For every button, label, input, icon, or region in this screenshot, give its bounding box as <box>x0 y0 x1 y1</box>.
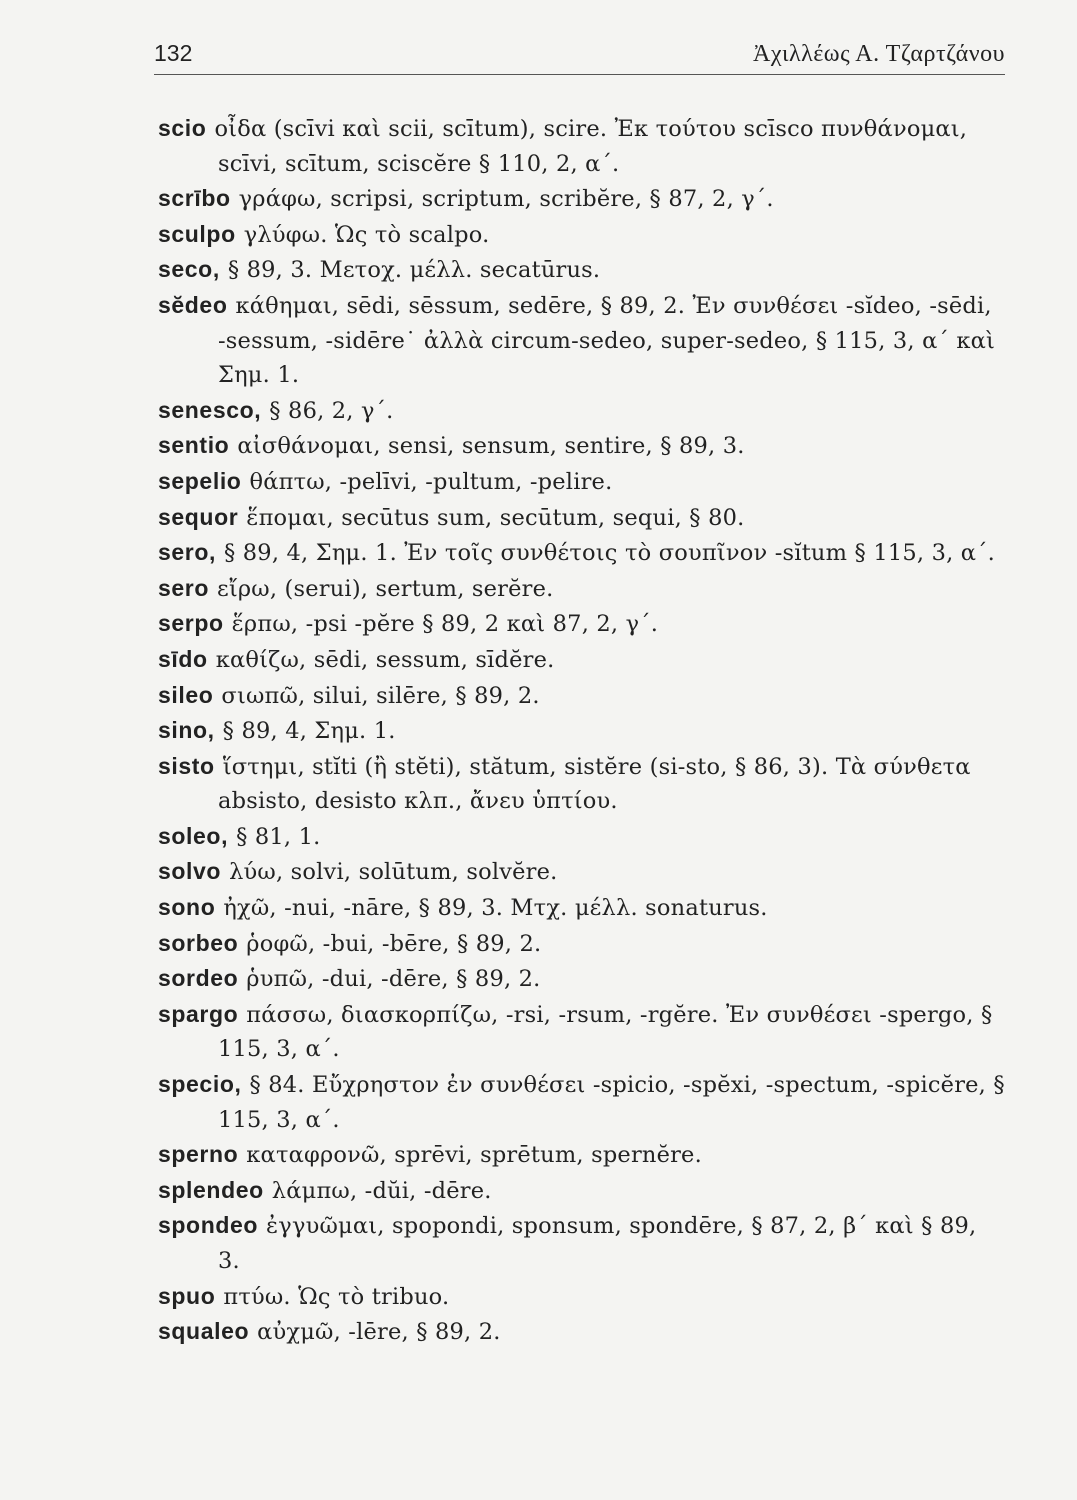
entry-definition: ῥοφῶ, -bui, -bēre, § 89, 2. <box>246 930 542 957</box>
dictionary-entry <box>158 1208 1005 1278</box>
entry-definition: ἕπομαι, secūtus sum, secūtum, sequi, § 80. <box>246 504 745 531</box>
entry-headword: scrībo <box>158 185 231 212</box>
entry-headword: sino, <box>158 717 215 744</box>
entry-definition: ῥυπῶ, -dui, -dēre, § 89, 2. <box>246 966 541 993</box>
dictionary-entry <box>158 288 1005 393</box>
entry-definition: ἕρπω, -psi -pĕre § 89, 2 καὶ 87, 2, γ΄. <box>231 611 659 638</box>
dictionary-entry <box>158 1067 1005 1137</box>
dictionary-entry <box>158 111 1005 181</box>
entry-headword: spondeo <box>158 1212 259 1239</box>
entry-headword: sequor <box>158 503 239 530</box>
entry-definition: § 86, 2, γ΄. <box>269 397 394 424</box>
entry-headword: sperno <box>158 1141 239 1168</box>
entry-definition: εἴρω, (serui), sertum, serĕre. <box>216 575 554 602</box>
dictionary-entry <box>158 500 1005 536</box>
dictionary-entry <box>158 961 1005 997</box>
entry-definition: πτύω. Ὡς τὸ tribuo. <box>223 1283 450 1310</box>
dictionary-entry <box>158 926 1005 962</box>
dictionary-entry <box>158 1173 1005 1209</box>
entry-headword: senesco, <box>158 396 262 423</box>
entry-headword: seco, <box>158 256 220 283</box>
entry-definition: καταφρονῶ, sprēvi, sprētum, spernĕre. <box>246 1142 702 1169</box>
entry-definition: αἰσθάνομαι, sensi, sensum, sentire, § 89, 3. <box>237 433 745 460</box>
entry-definition: ἐγγυῶμαι, spopondi, sponsum, spondēre, § 87, 2, β΄ καὶ § 89, 3. <box>218 1213 977 1274</box>
entry-definition: οἶδα (scīvi καὶ scii, scītum), scire. Ἐκ τούτου scīsco πυνθάνομαι, scīvi, scītum, sciscĕre § 110, 2, α΄. <box>214 116 968 177</box>
dictionary-entry <box>158 819 1005 855</box>
dictionary-entry <box>158 393 1005 429</box>
dictionary-entry <box>158 1279 1005 1315</box>
entry-definition: πάσσω, διασκορπίζω, -rsi, -rsum, -rgĕre. Ἐν συνθέσει -spergo, § 115, 3, α΄. <box>218 1001 993 1063</box>
entry-definition: καθίζω, sēdi, sessum, sīdĕre. <box>215 646 555 673</box>
dictionary-entries <box>158 111 1005 1350</box>
entry-headword: sero, <box>158 539 216 566</box>
entry-definition: αὐχμῶ, -lēre, § 89, 2. <box>257 1319 501 1346</box>
entry-definition: γλύφω. Ὡς τὸ scalpo. <box>243 221 490 248</box>
running-title: Ἀχιλλέως Α. Τζαρτζάνου <box>753 41 1005 67</box>
entry-headword: scio <box>158 115 207 141</box>
dictionary-entry <box>158 678 1005 714</box>
page-header <box>154 40 1005 75</box>
entry-headword: spuo <box>158 1282 216 1309</box>
entry-definition: κάθημαι, sēdi, sēssum, sedēre, § 89, 2. Ἐν συνθέσει -sĭdeo, -sēdi, -sessum, -sidēre˙ ἀλλὰ circum-sedeo, super-sedeo, § 115, 3, α΄ καὶ Σημ. 1. <box>218 292 995 389</box>
entry-definition: σιωπῶ, silui, silēre, § 89, 2. <box>221 682 540 709</box>
entry-headword: sero <box>158 574 209 601</box>
entry-headword: sono <box>158 894 216 921</box>
entry-definition: γράφω, scripsi, scriptum, scribĕre, § 87, 2, γ΄. <box>238 186 774 213</box>
entry-headword: sepelio <box>158 467 242 494</box>
dictionary-entry <box>158 642 1005 678</box>
dictionary-entry <box>158 252 1005 288</box>
entry-definition: § 89, 3. Μετοχ. μέλλ. secatūrus. <box>227 257 601 284</box>
entry-definition: ἵστημι, stĭti (ἢ stĕti), stătum, sistĕre (si-sto, § 86, 3). Τὰ σύνθετα absisto, desisto κλπ., ἄνευ ὑπτίου. <box>218 753 971 815</box>
entry-definition: λάμπω, -dŭi, -dēre. <box>271 1177 492 1204</box>
entry-headword: squaleo <box>158 1318 250 1345</box>
dictionary-entry <box>158 181 1005 217</box>
dictionary-entry <box>158 890 1005 926</box>
dictionary-entry <box>158 464 1005 500</box>
entry-definition: § 89, 4, Σημ. 1. Ἐν τοῖς συνθέτοις τὸ σουπῖνον -sĭtum § 115, 3, α΄. <box>223 540 995 567</box>
entry-headword: sīdo <box>158 645 208 672</box>
entry-definition: ἠχῶ, -nui, -nāre, § 89, 3. Μτχ. μέλλ. sonaturus. <box>223 895 768 922</box>
page-number: 132 <box>154 40 193 66</box>
entry-headword: serpo <box>158 610 224 637</box>
dictionary-entry <box>158 713 1005 749</box>
entry-headword: sileo <box>158 681 214 708</box>
dictionary-entry <box>158 571 1005 607</box>
entry-headword: specio, <box>158 1071 242 1098</box>
entry-headword: soleo, <box>158 822 229 849</box>
dictionary-entry <box>158 1314 1005 1350</box>
dictionary-entry <box>158 749 1005 819</box>
dictionary-entry <box>158 997 1005 1067</box>
entry-headword: spargo <box>158 1000 239 1027</box>
dictionary-entry <box>158 1137 1005 1173</box>
entry-definition: § 84. Εὔχρηστον ἐν συνθέσει -spicio, -spĕxi, -spectum, -spicĕre, § 115, 3, α΄. <box>218 1072 1005 1133</box>
dictionary-entry <box>158 606 1005 642</box>
entry-headword: sordeo <box>158 965 239 992</box>
entry-definition: λύω, solvi, solūtum, solvĕre. <box>229 859 558 886</box>
entry-headword: sĕdeo <box>158 291 228 318</box>
entry-headword: sorbeo <box>158 929 239 956</box>
entry-definition: § 81, 1. <box>236 823 321 850</box>
entry-headword: sentio <box>158 432 230 459</box>
dictionary-entry <box>158 428 1005 464</box>
entry-headword: splendeo <box>158 1176 264 1203</box>
dictionary-entry <box>158 217 1005 253</box>
dictionary-entry <box>158 535 1005 571</box>
entry-definition: θάπτω, -pelīvi, -pultum, -pelire. <box>249 468 613 495</box>
entry-definition: § 89, 4, Σημ. 1. <box>222 718 396 745</box>
entry-headword: sculpo <box>158 220 236 247</box>
entry-headword: solvo <box>158 858 222 885</box>
dictionary-entry <box>158 854 1005 890</box>
entry-headword: sisto <box>158 752 215 779</box>
